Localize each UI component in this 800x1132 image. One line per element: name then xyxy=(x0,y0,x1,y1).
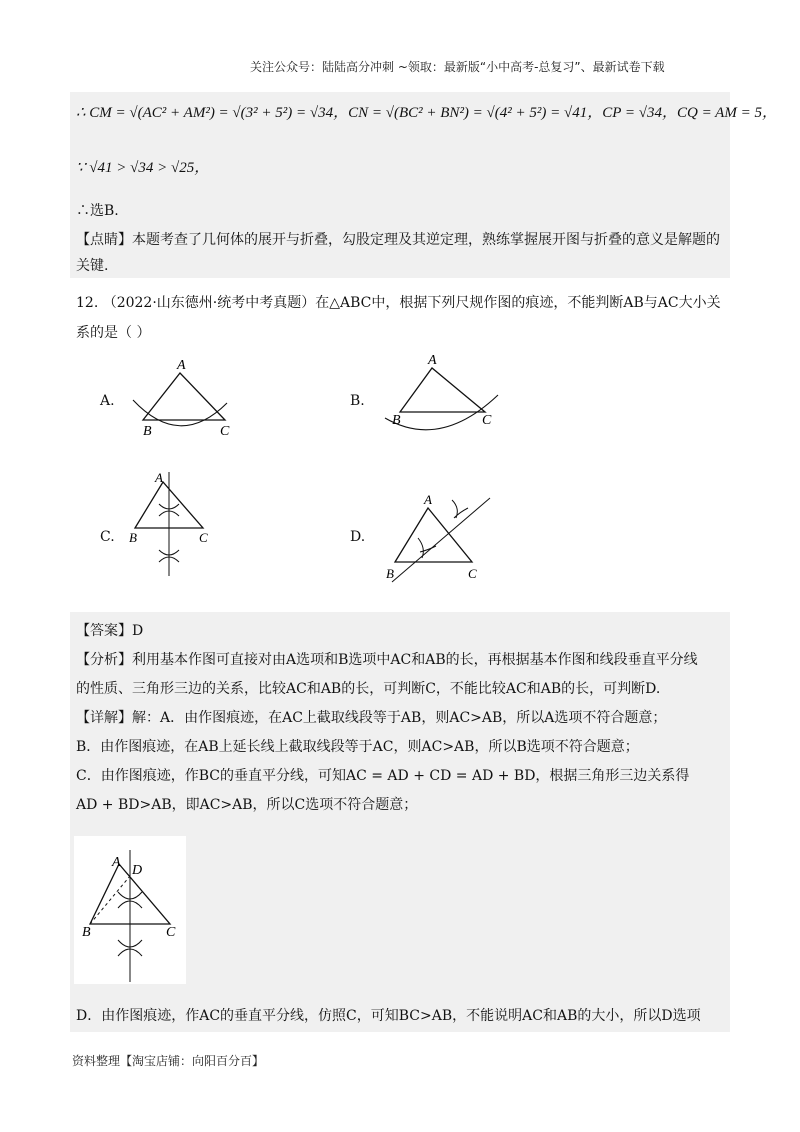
fig-b-label-b: B xyxy=(392,413,401,428)
fig-c-label-b: B xyxy=(129,530,137,545)
prev-solution-line2: ∵ √41 > √34 > √25， xyxy=(76,160,210,176)
detail-line3: C．由作图痕迹，作BC的垂直平分线，可知AC = AD + CD = AD + BD，根据三角形三边关系得 xyxy=(76,768,690,784)
fig-a-label-b: B xyxy=(143,424,152,439)
page-footer: 资料整理【淘宝店铺：向阳百分百】 xyxy=(72,1054,265,1068)
comment-text-1: 本题考查了几何体的展开与折叠，勾股定理及其逆定理，熟练掌握展开图与折叠的意义是解题的 xyxy=(132,232,720,248)
fig-c-label-c: C xyxy=(199,530,208,545)
fig-d-label-a: A xyxy=(424,492,432,507)
explanation-figure xyxy=(74,836,186,984)
detail-line5: D．由作图痕迹，作AC的垂直平分线，仿照C，可知BC>AB，不能说明AC和AB的大小，所以D选项 xyxy=(76,1008,701,1024)
question-line2: 系的是（ ） xyxy=(76,325,151,341)
figure-option-a xyxy=(125,355,240,440)
exp-label-b: B xyxy=(82,925,91,940)
prev-solution-line3: ∴选B. xyxy=(76,203,119,219)
exp-label-d: D xyxy=(132,863,143,878)
fig-a-label-a: A xyxy=(177,358,186,373)
fig-a-label-c: C xyxy=(220,424,230,439)
figure-option-b xyxy=(380,350,510,440)
comment-line2: 关键. xyxy=(76,258,109,274)
prev-solution-line1: ∴ CM = √(AC² + AM²) = √(3² + 5²) = √34，CN = √(BC² + BN²) = √(4² + 5²) = √41，CP = √34，CQ = AM = 5， xyxy=(76,105,777,121)
option-a-label: A. xyxy=(100,393,115,409)
comment-line1 xyxy=(76,227,720,253)
figure-option-d xyxy=(380,490,500,585)
detail-line1: 【详解】解：A．由作图痕迹，在AC上截取线段等于AB，则AC>AB，所以A选项不符合题意； xyxy=(76,710,667,726)
detail-line4: AD + BD>AB，即AC>AB，所以C选项不符合题意； xyxy=(76,797,418,813)
answer-line: 【答案】D xyxy=(76,623,144,639)
fig-d-label-b: B xyxy=(386,566,394,581)
question-line1: 12. （2022·山东德州·统考中考真题）在△ABC中，根据下列尺规作图的痕迹，不能判断AB与AC大小关 xyxy=(76,295,721,311)
detail-line2: B．由作图痕迹，在AB上延长线上截取线段等于AC，则AC>AB，所以B选项不符合题意； xyxy=(76,739,639,755)
fig-d-label-c: C xyxy=(468,566,477,581)
option-b-label: B. xyxy=(350,393,365,409)
exp-label-a: A xyxy=(112,855,121,870)
fig-c-label-a: A xyxy=(155,470,163,485)
page-header: 关注公众号：陆陆高分冲刺 ~领取：最新版“小中高考-总复习”、最新试卷下载 xyxy=(250,60,665,74)
option-c-label: C. xyxy=(100,529,115,545)
analysis-line1: 【分析】利用基本作图可直接对由A选项和B选项中AC和AB的长，再根据基本作图和线段垂直平分线 xyxy=(76,652,698,668)
analysis-line2: 的性质、三角形三边的关系，比较AC和AB的长，可判断C，不能比较AC和AB的长，可判断D. xyxy=(76,681,661,697)
fig-b-label-c: C xyxy=(482,413,492,428)
figure-option-c xyxy=(125,470,220,580)
option-d-label: D. xyxy=(350,529,366,545)
fig-b-label-a: A xyxy=(428,353,437,368)
exp-label-c: C xyxy=(166,925,176,940)
comment-tag: 【点睛】 xyxy=(76,232,132,248)
